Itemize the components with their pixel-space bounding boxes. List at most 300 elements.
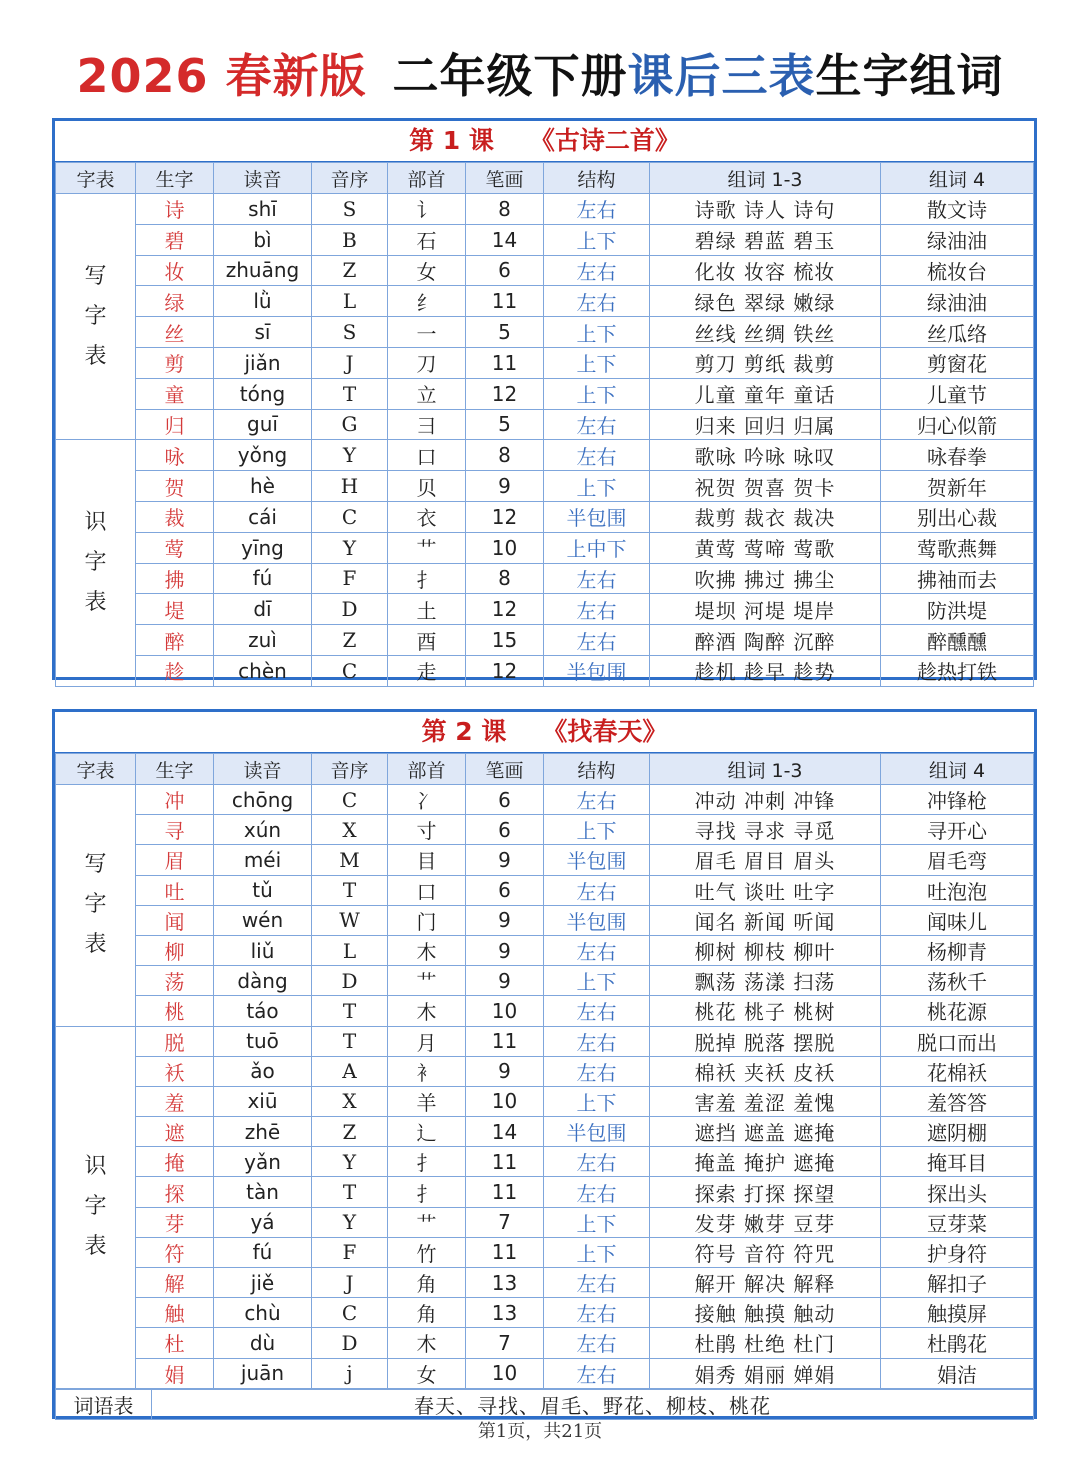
initial-cell: j	[312, 1358, 388, 1388]
table-row	[56, 471, 1034, 502]
words-cell: 解开 解决 解释	[650, 1268, 881, 1298]
char-cell: 桃	[136, 996, 214, 1026]
table-row	[56, 286, 1034, 317]
radical-cell: 讠	[388, 194, 466, 225]
word4-cell: 桃花源	[881, 996, 1034, 1026]
structure-cell: 左右	[544, 785, 650, 815]
pinyin-cell: yīng	[214, 532, 312, 563]
vocab-label: 词语表	[56, 1389, 152, 1419]
pinyin-cell: dàng	[214, 966, 312, 996]
column-header: 组词 1-3	[650, 163, 881, 194]
char-cell: 冲	[136, 785, 214, 815]
column-header: 笔画	[466, 754, 544, 785]
initial-cell: J	[312, 347, 388, 378]
word4-cell: 眉毛弯	[881, 845, 1034, 875]
structure-cell: 左右	[544, 996, 650, 1026]
strokes-cell: 11	[466, 347, 544, 378]
char-cell: 童	[136, 378, 214, 409]
lesson-1-label: 第 1 课	[409, 126, 494, 155]
initial-cell: X	[312, 1086, 388, 1116]
strokes-cell: 13	[466, 1268, 544, 1298]
table-row	[56, 1268, 1034, 1298]
initial-cell: S	[312, 194, 388, 225]
radical-cell: 土	[388, 594, 466, 625]
radical-cell: 艹	[388, 1207, 466, 1237]
word4-cell: 掩耳目	[881, 1147, 1034, 1177]
pinyin-cell: tàn	[214, 1177, 312, 1207]
table-row	[56, 996, 1034, 1026]
pinyin-cell: zuì	[214, 625, 312, 656]
pinyin-cell: juān	[214, 1358, 312, 1388]
strokes-cell: 10	[466, 1086, 544, 1116]
initial-cell: T	[312, 1177, 388, 1207]
table-row	[56, 378, 1034, 409]
radical-cell: 衣	[388, 501, 466, 532]
words-cell: 害羞 羞涩 羞愧	[650, 1086, 881, 1116]
radical-cell: 口	[388, 875, 466, 905]
strokes-cell: 9	[466, 935, 544, 965]
structure-cell: 左右	[544, 1147, 650, 1177]
word4-cell: 散文诗	[881, 194, 1034, 225]
strokes-cell: 14	[466, 1117, 544, 1147]
category-char: 表	[84, 343, 107, 369]
strokes-cell: 8	[466, 194, 544, 225]
pinyin-cell: xún	[214, 815, 312, 845]
word4-cell: 探出头	[881, 1177, 1034, 1207]
word4-cell: 绿油油	[881, 224, 1034, 255]
word4-cell: 护身符	[881, 1237, 1034, 1267]
category-char: 识	[84, 510, 107, 536]
initial-cell: T	[312, 1026, 388, 1056]
strokes-cell: 6	[466, 255, 544, 286]
char-cell: 趁	[136, 655, 214, 686]
word4-cell: 儿童节	[881, 378, 1034, 409]
table-row	[56, 317, 1034, 348]
pinyin-cell: fú	[214, 1237, 312, 1267]
structure-cell: 左右	[544, 440, 650, 471]
table-row	[56, 194, 1034, 225]
strokes-cell: 9	[466, 845, 544, 875]
initial-cell: Y	[312, 440, 388, 471]
words-cell: 剪刀 剪纸 裁剪	[650, 347, 881, 378]
initial-cell: A	[312, 1056, 388, 1086]
word4-cell: 咏春拳	[881, 440, 1034, 471]
word4-cell: 杜鹃花	[881, 1328, 1034, 1358]
pinyin-cell: chōng	[214, 785, 312, 815]
structure-cell: 左右	[544, 1358, 650, 1388]
table-row	[56, 1117, 1034, 1147]
pinyin-cell: yǎn	[214, 1147, 312, 1177]
table-row	[56, 409, 1034, 440]
category-char: 表	[84, 590, 107, 616]
char-cell: 莺	[136, 532, 214, 563]
word4-cell: 吐泡泡	[881, 875, 1034, 905]
char-cell: 遮	[136, 1117, 214, 1147]
strokes-cell: 9	[466, 905, 544, 935]
structure-cell: 左右	[544, 1056, 650, 1086]
radical-cell: 艹	[388, 966, 466, 996]
words-cell: 遮挡 遮盖 遮掩	[650, 1117, 881, 1147]
radical-cell: 寸	[388, 815, 466, 845]
word4-cell: 闻味儿	[881, 905, 1034, 935]
char-cell: 剪	[136, 347, 214, 378]
words-cell: 棉袄 夹袄 皮袄	[650, 1056, 881, 1086]
table-row	[56, 1358, 1034, 1388]
title-words: 生字组词	[815, 49, 1004, 103]
radical-cell: 酉	[388, 625, 466, 656]
structure-cell: 左右	[544, 409, 650, 440]
radical-cell: 一	[388, 317, 466, 348]
radical-cell: 艹	[388, 532, 466, 563]
radical-cell: 扌	[388, 563, 466, 594]
initial-cell: D	[312, 1328, 388, 1358]
structure-cell: 左右	[544, 1177, 650, 1207]
words-cell: 杜鹃 杜绝 杜门	[650, 1328, 881, 1358]
initial-cell: S	[312, 317, 388, 348]
structure-cell: 上下	[544, 224, 650, 255]
initial-cell: Z	[312, 1117, 388, 1147]
words-cell: 眉毛 眉目 眉头	[650, 845, 881, 875]
table-row	[56, 1056, 1034, 1086]
header-row	[56, 163, 1034, 194]
strokes-cell: 10	[466, 996, 544, 1026]
words-cell: 醉酒 陶醉 沉醉	[650, 625, 881, 656]
initial-cell: Z	[312, 625, 388, 656]
strokes-cell: 9	[466, 966, 544, 996]
char-cell: 诗	[136, 194, 214, 225]
initial-cell: W	[312, 905, 388, 935]
radical-cell: 女	[388, 1358, 466, 1388]
radical-cell: 刀	[388, 347, 466, 378]
lesson-2-grid	[55, 753, 1034, 1389]
structure-cell: 左右	[544, 1026, 650, 1056]
pinyin-cell: tóng	[214, 378, 312, 409]
initial-cell: F	[312, 1237, 388, 1267]
strokes-cell: 14	[466, 224, 544, 255]
column-header: 笔画	[466, 163, 544, 194]
table-row	[56, 875, 1034, 905]
word4-cell: 杨柳青	[881, 935, 1034, 965]
pinyin-cell: chèn	[214, 655, 312, 686]
words-cell: 碧绿 碧蓝 碧玉	[650, 224, 881, 255]
strokes-cell: 11	[466, 1237, 544, 1267]
table-row	[56, 845, 1034, 875]
radical-cell: 扌	[388, 1177, 466, 1207]
words-cell: 丝线 丝绸 铁丝	[650, 317, 881, 348]
table-row	[56, 1086, 1034, 1116]
initial-cell: C	[312, 785, 388, 815]
words-cell: 裁剪 裁衣 裁决	[650, 501, 881, 532]
structure-cell: 左右	[544, 1298, 650, 1328]
words-cell: 脱掉 脱落 摆脱	[650, 1026, 881, 1056]
structure-cell: 上下	[544, 471, 650, 502]
words-cell: 飘荡 荡漾 扫荡	[650, 966, 881, 996]
words-cell: 符号 音符 符咒	[650, 1237, 881, 1267]
initial-cell: C	[312, 655, 388, 686]
initial-cell: F	[312, 563, 388, 594]
structure-cell: 上下	[544, 1086, 650, 1116]
strokes-cell: 12	[466, 378, 544, 409]
initial-cell: D	[312, 594, 388, 625]
column-header: 音序	[312, 754, 388, 785]
strokes-cell: 6	[466, 785, 544, 815]
pinyin-cell: sī	[214, 317, 312, 348]
column-header: 生字	[136, 754, 214, 785]
word4-cell: 归心似箭	[881, 409, 1034, 440]
strokes-cell: 15	[466, 625, 544, 656]
char-cell: 绿	[136, 286, 214, 317]
radical-cell: 立	[388, 378, 466, 409]
char-cell: 羞	[136, 1086, 214, 1116]
structure-cell: 半包围	[544, 655, 650, 686]
initial-cell: Y	[312, 532, 388, 563]
words-cell: 黄莺 莺啼 莺歌	[650, 532, 881, 563]
radical-cell: 彐	[388, 409, 466, 440]
table-row	[56, 655, 1034, 686]
radical-cell: 口	[388, 440, 466, 471]
strokes-cell: 10	[466, 1358, 544, 1388]
column-header: 字表	[56, 163, 136, 194]
header-row	[56, 754, 1034, 785]
radical-cell: 扌	[388, 1147, 466, 1177]
pinyin-cell: dù	[214, 1328, 312, 1358]
vocab-words: 春天、寻找、眉毛、野花、柳枝、桃花	[152, 1389, 1034, 1419]
structure-cell: 上下	[544, 347, 650, 378]
pinyin-cell: jiě	[214, 1268, 312, 1298]
word4-cell: 剪窗花	[881, 347, 1034, 378]
table-row	[56, 785, 1034, 815]
lesson-2-title	[55, 712, 1034, 753]
word4-cell: 莺歌燕舞	[881, 532, 1034, 563]
char-cell: 贺	[136, 471, 214, 502]
radical-cell: 木	[388, 996, 466, 1026]
column-header: 读音	[214, 754, 312, 785]
words-cell: 闻名 新闻 听闻	[650, 905, 881, 935]
structure-cell: 半包围	[544, 905, 650, 935]
radical-cell: 竹	[388, 1237, 466, 1267]
pinyin-cell: lǜ	[214, 286, 312, 317]
radical-cell: 角	[388, 1268, 466, 1298]
category-char: 字	[84, 892, 107, 918]
pinyin-cell: tǔ	[214, 875, 312, 905]
words-cell: 归来 回归 归属	[650, 409, 881, 440]
lesson-2-label: 第 2 课	[421, 717, 507, 746]
page-footer: 第1页，共21页	[477, 1421, 603, 1442]
words-cell: 桃花 桃子 桃树	[650, 996, 881, 1026]
structure-cell: 左右	[544, 286, 650, 317]
pinyin-cell: yá	[214, 1207, 312, 1237]
structure-cell: 左右	[544, 625, 650, 656]
words-cell: 柳树 柳枝 柳叶	[650, 935, 881, 965]
char-cell: 娟	[136, 1358, 214, 1388]
initial-cell: C	[312, 501, 388, 532]
initial-cell: L	[312, 935, 388, 965]
strokes-cell: 6	[466, 815, 544, 845]
column-header: 生字	[136, 163, 214, 194]
words-cell: 绿色 翠绿 嫩绿	[650, 286, 881, 317]
words-cell: 趁机 趁早 趁势	[650, 655, 881, 686]
char-cell: 咏	[136, 440, 214, 471]
radical-cell: 月	[388, 1026, 466, 1056]
char-cell: 柳	[136, 935, 214, 965]
pinyin-cell: zhuāng	[214, 255, 312, 286]
char-cell: 芽	[136, 1207, 214, 1237]
initial-cell: M	[312, 845, 388, 875]
table-row	[56, 1177, 1034, 1207]
lesson-1-title	[55, 121, 1034, 162]
initial-cell: T	[312, 875, 388, 905]
word4-cell: 防洪堤	[881, 594, 1034, 625]
column-header: 结构	[544, 754, 650, 785]
table-row	[56, 1237, 1034, 1267]
pinyin-cell: liǔ	[214, 935, 312, 965]
title-tables: 课后三表	[627, 49, 816, 103]
column-header: 组词 4	[881, 754, 1034, 785]
word4-cell: 荡秋千	[881, 966, 1034, 996]
word4-cell: 趁热打铁	[881, 655, 1034, 686]
table-row	[56, 1026, 1034, 1056]
vocab-table	[55, 1389, 1034, 1420]
structure-cell: 左右	[544, 255, 650, 286]
word4-cell: 拂袖而去	[881, 563, 1034, 594]
initial-cell: C	[312, 1298, 388, 1328]
pinyin-cell: táo	[214, 996, 312, 1026]
char-cell: 裁	[136, 501, 214, 532]
pinyin-cell: cái	[214, 501, 312, 532]
initial-cell: T	[312, 996, 388, 1026]
category-write	[56, 785, 136, 1027]
structure-cell: 上下	[544, 317, 650, 348]
column-header: 部首	[388, 163, 466, 194]
pinyin-cell: fú	[214, 563, 312, 594]
char-cell: 妆	[136, 255, 214, 286]
char-cell: 丝	[136, 317, 214, 348]
char-cell: 拂	[136, 563, 214, 594]
initial-cell: X	[312, 815, 388, 845]
char-cell: 归	[136, 409, 214, 440]
category-char: 写	[84, 852, 107, 878]
column-header: 组词 4	[881, 163, 1034, 194]
word4-cell: 丝瓜络	[881, 317, 1034, 348]
table-row	[56, 255, 1034, 286]
table-row	[56, 935, 1034, 965]
initial-cell: L	[312, 286, 388, 317]
word4-cell: 豆芽菜	[881, 1207, 1034, 1237]
pinyin-cell: chù	[214, 1298, 312, 1328]
initial-cell: J	[312, 1268, 388, 1298]
word4-cell: 解扣子	[881, 1268, 1034, 1298]
char-cell: 符	[136, 1237, 214, 1267]
initial-cell: T	[312, 378, 388, 409]
initial-cell: B	[312, 224, 388, 255]
table-row	[56, 347, 1034, 378]
word4-cell: 花棉袄	[881, 1056, 1034, 1086]
category-char: 字	[84, 550, 107, 576]
table-row	[56, 224, 1034, 255]
vocab-row	[56, 1389, 1034, 1419]
lesson-1-table	[52, 118, 1037, 685]
char-cell: 袄	[136, 1056, 214, 1086]
initial-cell: G	[312, 409, 388, 440]
structure-cell: 半包围	[544, 501, 650, 532]
pinyin-cell: zhē	[214, 1117, 312, 1147]
words-cell: 化妆 妆容 梳妆	[650, 255, 881, 286]
word4-cell: 触摸屏	[881, 1298, 1034, 1328]
pinyin-cell: méi	[214, 845, 312, 875]
strokes-cell: 5	[466, 409, 544, 440]
char-cell: 堤	[136, 594, 214, 625]
strokes-cell: 6	[466, 875, 544, 905]
pinyin-cell: guī	[214, 409, 312, 440]
pinyin-cell: dī	[214, 594, 312, 625]
table-row	[56, 440, 1034, 471]
char-cell: 荡	[136, 966, 214, 996]
category-char: 写	[84, 263, 107, 289]
title-grade: 二年级下册	[392, 49, 628, 103]
structure-cell: 左右	[544, 194, 650, 225]
table-row	[56, 1328, 1034, 1358]
strokes-cell: 12	[466, 655, 544, 686]
words-cell: 祝贺 贺喜 贺卡	[650, 471, 881, 502]
structure-cell: 上下	[544, 1207, 650, 1237]
strokes-cell: 11	[466, 286, 544, 317]
lesson-1-name: 《古诗二首》	[529, 126, 680, 155]
word4-cell: 绿油油	[881, 286, 1034, 317]
initial-cell: Y	[312, 1207, 388, 1237]
pinyin-cell: jiǎn	[214, 347, 312, 378]
char-cell: 触	[136, 1298, 214, 1328]
initial-cell: D	[312, 966, 388, 996]
column-header: 结构	[544, 163, 650, 194]
radical-cell: 羊	[388, 1086, 466, 1116]
table-row	[56, 594, 1034, 625]
table-row	[56, 1147, 1034, 1177]
table-row	[56, 1207, 1034, 1237]
initial-cell: Y	[312, 1147, 388, 1177]
structure-cell: 左右	[544, 875, 650, 905]
category-recognize	[56, 1026, 136, 1388]
radical-cell: 辶	[388, 1117, 466, 1147]
category-char: 表	[84, 932, 107, 958]
radical-cell: 石	[388, 224, 466, 255]
lesson-2-table	[52, 709, 1037, 1419]
structure-cell: 上中下	[544, 532, 650, 563]
pinyin-cell: xiū	[214, 1086, 312, 1116]
table-row	[56, 1298, 1034, 1328]
char-cell: 吐	[136, 875, 214, 905]
title-edition: 2026 春新版	[76, 49, 367, 103]
word4-cell: 遮阴棚	[881, 1117, 1034, 1147]
table-row	[56, 905, 1034, 935]
column-header: 组词 1-3	[650, 754, 881, 785]
char-cell: 眉	[136, 845, 214, 875]
category-char: 字	[84, 303, 107, 329]
table-row	[56, 501, 1034, 532]
char-cell: 碧	[136, 224, 214, 255]
structure-cell: 上下	[544, 378, 650, 409]
strokes-cell: 9	[466, 1056, 544, 1086]
structure-cell: 上下	[544, 1237, 650, 1267]
word4-cell: 冲锋枪	[881, 785, 1034, 815]
char-cell: 杜	[136, 1328, 214, 1358]
table-row	[56, 532, 1034, 563]
lesson-2-name: 《找春天》	[542, 717, 668, 746]
word4-cell: 贺新年	[881, 471, 1034, 502]
char-cell: 掩	[136, 1147, 214, 1177]
radical-cell: 角	[388, 1298, 466, 1328]
structure-cell: 上下	[544, 966, 650, 996]
radical-cell: 门	[388, 905, 466, 935]
